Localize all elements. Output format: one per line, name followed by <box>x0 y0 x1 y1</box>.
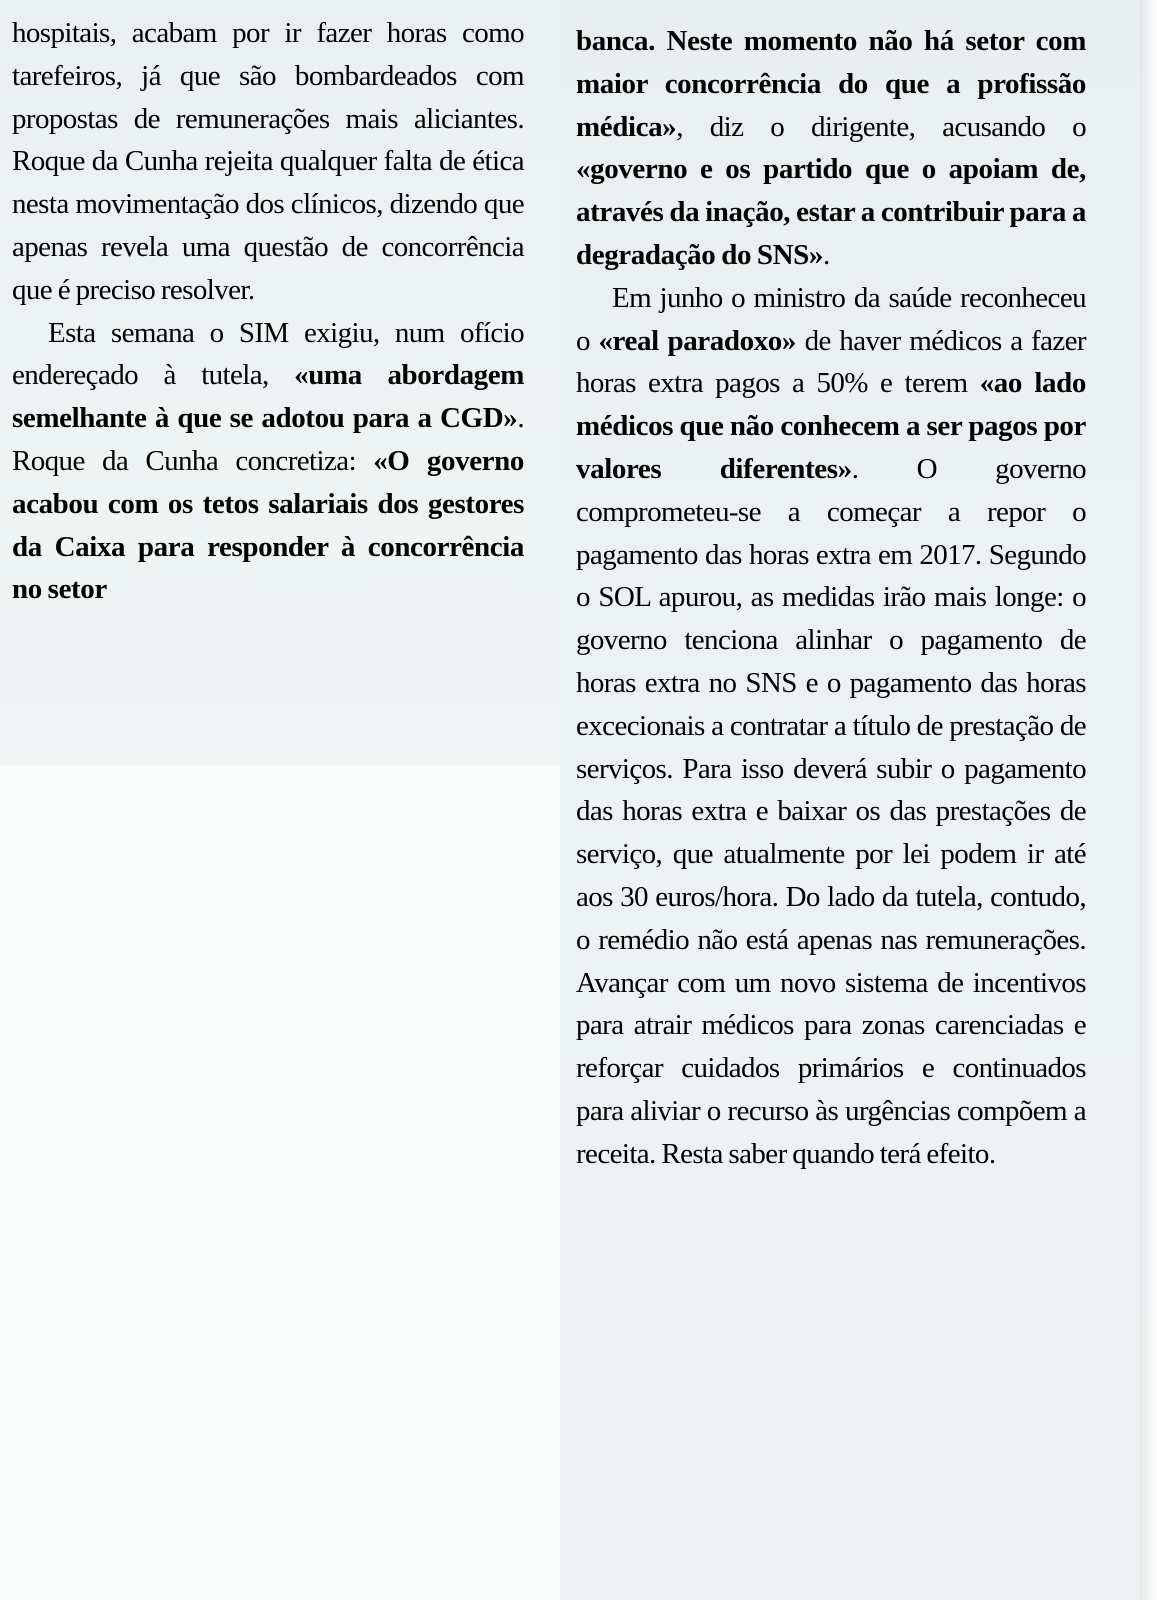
quote-bold: «uma abordagem semelhante à que se adotou para a CGD» <box>12 359 525 435</box>
text-run: . <box>823 238 830 271</box>
quote-bold: «governo e os partido que o apoiam de, através da inação, estar a contribuir para a degradação do SNS» <box>576 153 1086 271</box>
text-run: de haver médicos a fazer horas extra pagos a 50% e terem <box>576 324 1086 400</box>
quote-bold: «real paradoxo» <box>598 324 797 357</box>
quote-bold: «O governo acabou com os tetos salariais dos gestores da Caixa para responder à concorrência no setor <box>12 444 524 606</box>
quote-bold: banca. Neste momento não há setor com maior concorrência do que a profissão médica» <box>576 25 1086 143</box>
paragraph-sim-demand <box>12 312 524 612</box>
text-run: Em junho o ministro da saúde reconheceu o <box>576 281 1086 357</box>
text-run: hospitais, acabam por ir fazer horas como tarefeiros, já que são bombardeados com propostas de remunerações mais aliciantes. Roque da Cunha rejeita qualquer falta de ética nesta movimentação dos clínicos, dizendo que apenas revela uma questão de concorrência que é preciso resolver. <box>12 17 524 306</box>
text-run: . Roque da Cunha concretiza: <box>12 402 524 477</box>
paragraph-quote-continuation <box>576 20 1086 277</box>
article-column-right <box>576 20 1086 1176</box>
paragraph-continuation <box>12 12 524 312</box>
text-run: Esta semana o SIM exigiu, num ofício endereçado à tutela, <box>12 316 524 392</box>
blank-area <box>0 765 580 1600</box>
page-edge <box>1140 0 1157 1600</box>
text-run: . O governo comprometeu-se a começar a repor o pagamento das horas extra em 2017. Segundo o SOL apurou, as medidas irão mais longe: o governo tenciona alinhar o pagamento de horas extra no SNS e o pagamento das horas excecionais a contratar a título de prestação de serviços. Para isso deverá subir o pagamento das horas extra e baixar os das prestações de serviço, que atualmente por lei podem ir até aos 30 euros/hora. Do lado da tutela, contudo, o remédio não está apenas nas remunerações. Avançar com um novo sistema de incentivos para atrair médicos para zonas carenciadas e reforçar cuidados primários e continuados para aliviar o recurso às urgências compõem a receita. Resta saber quando terá efeito. <box>576 452 1086 1170</box>
text-run: , diz o dirigente, acusando o <box>676 110 1086 143</box>
quote-bold: «ao lado médicos que não conhecem a ser pagos por valores diferentes» <box>576 367 1086 485</box>
paragraph-minister <box>576 277 1086 1176</box>
article-column-left <box>12 12 524 611</box>
